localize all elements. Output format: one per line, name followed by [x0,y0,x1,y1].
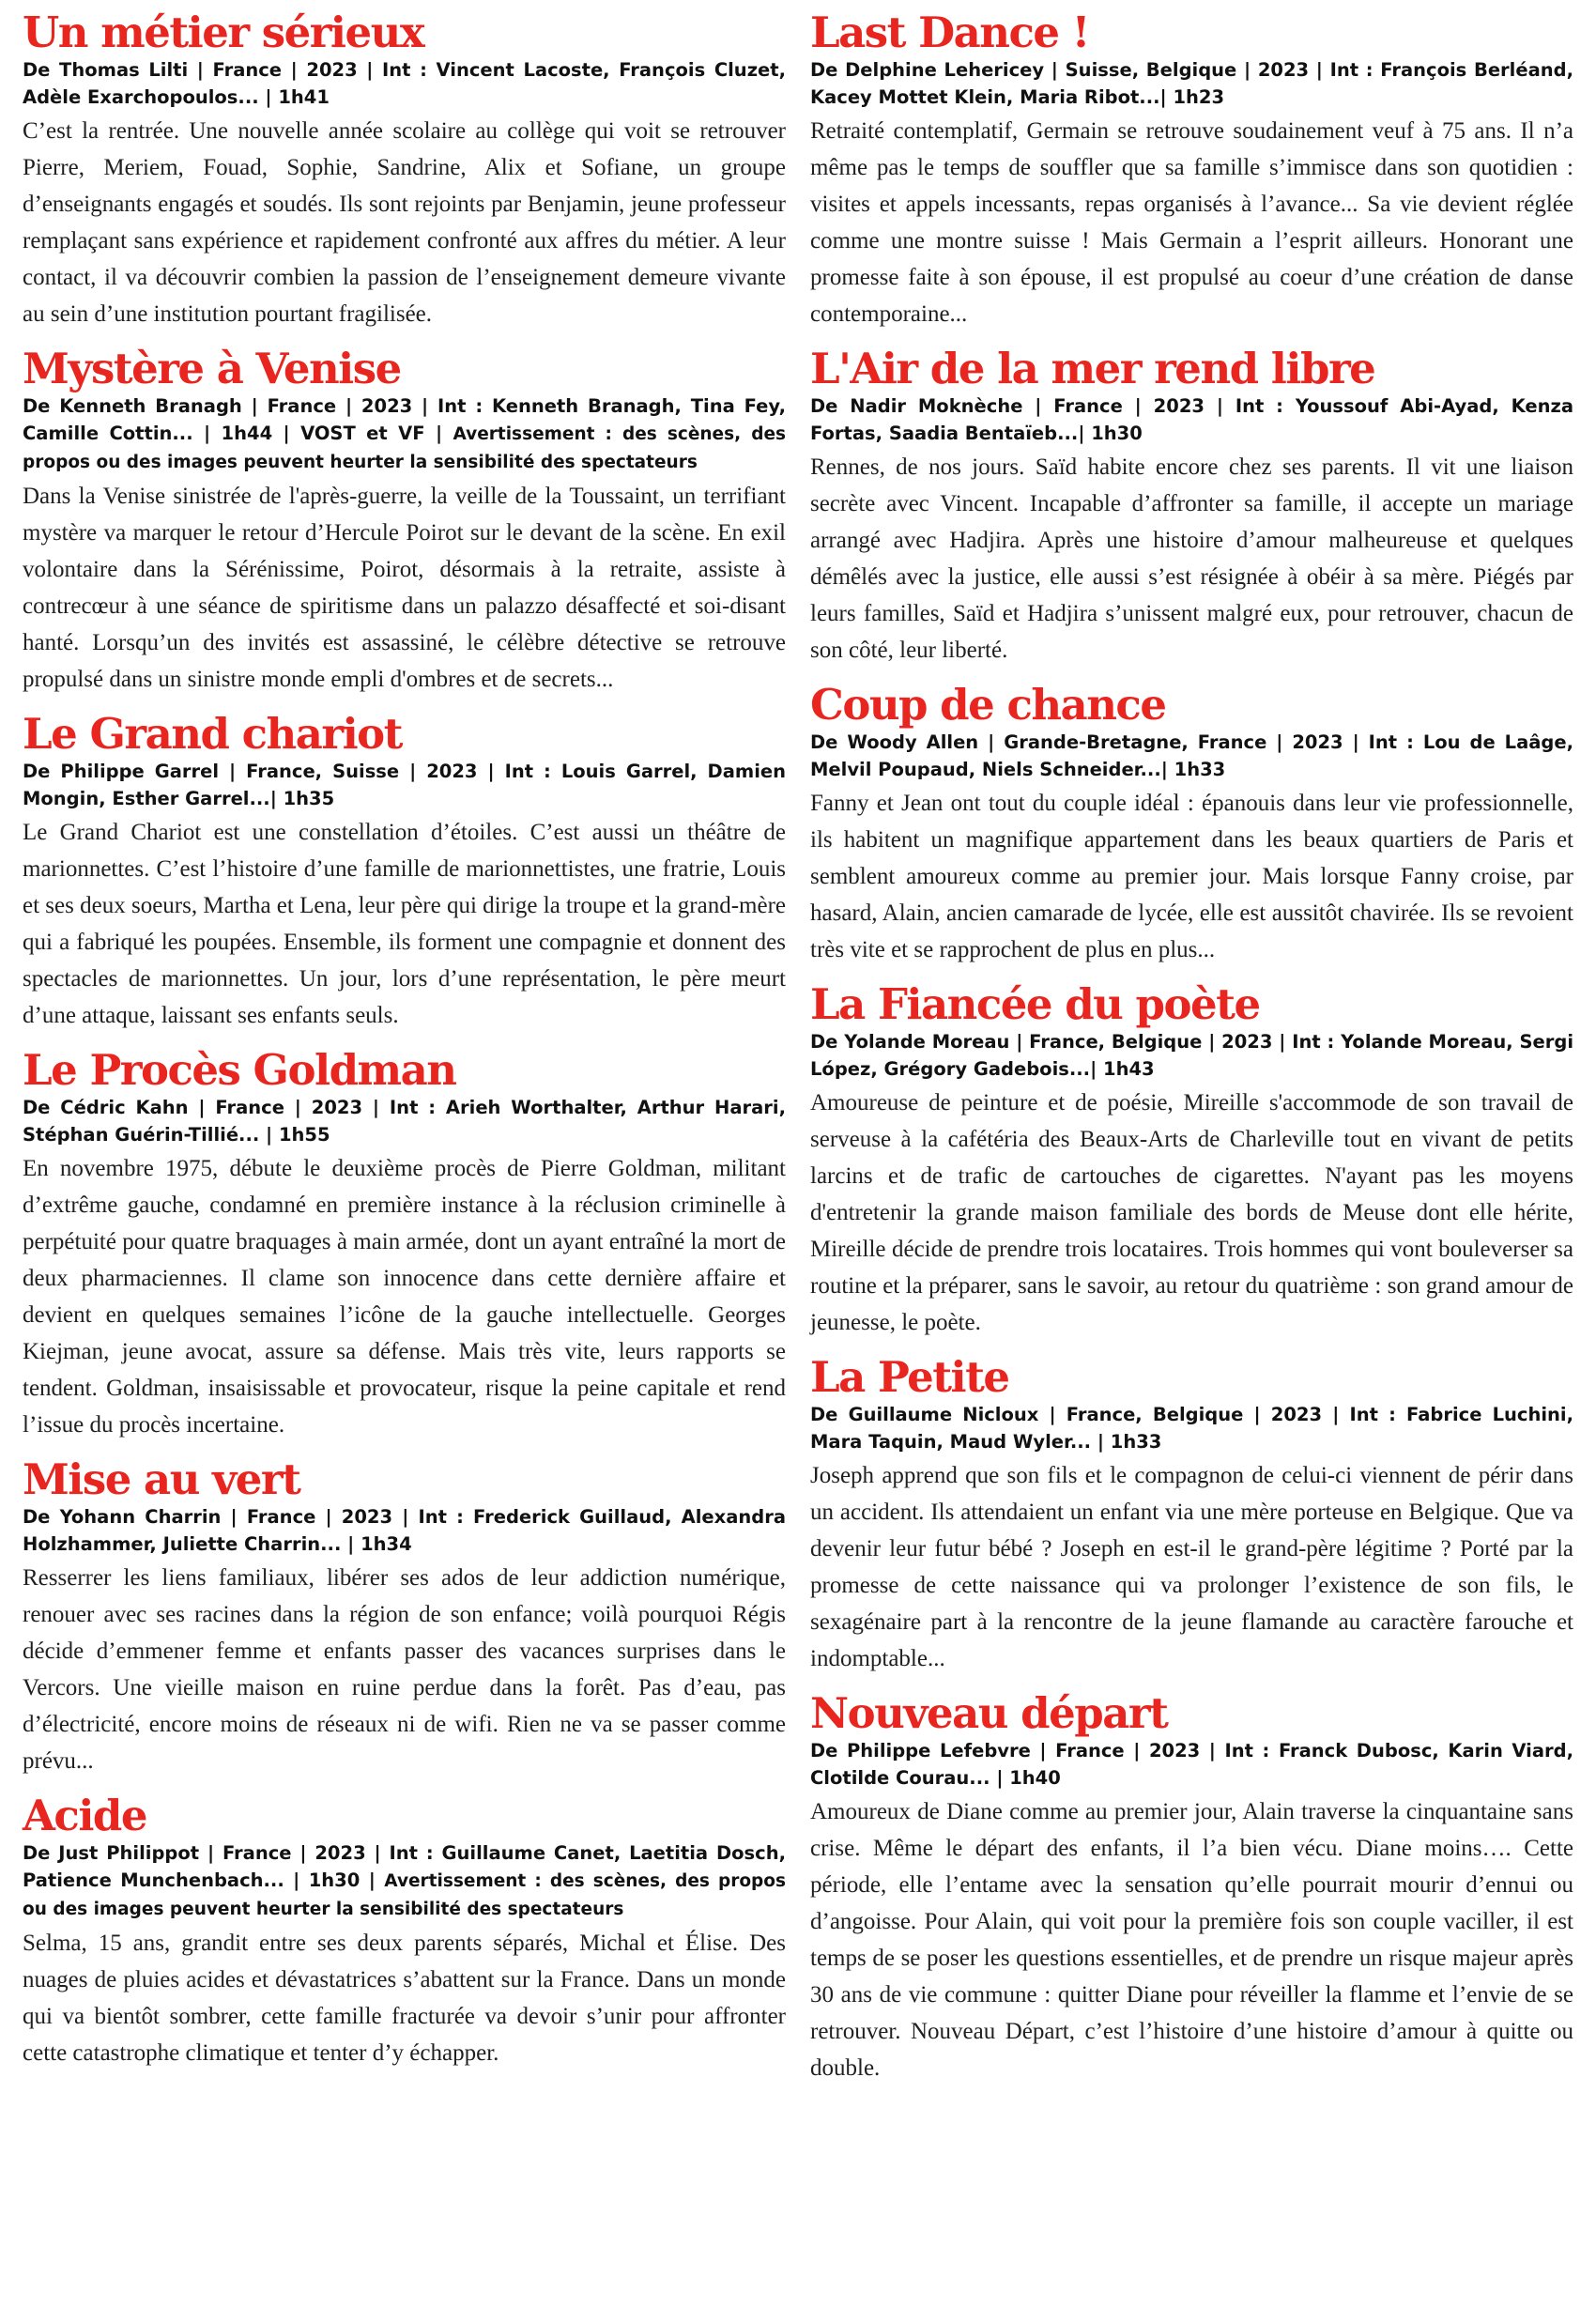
right-column [810,9,1573,2323]
film-entry [810,9,1573,332]
film-synopsis: Fanny et Jean ont tout du couple idéal : épanouis dans leur vie professionnelle, ils habitent un magnifique appartement dans les beaux quartiers de Paris et semblent amoureux comme au premier jour. Mais lorsque Fanny croise, par hasard, Alain, ancien camarade de lycée, elle est aussitôt chavirée. Ils se revoient très vite et se rapprochent de plus en plus... [810,791,1573,962]
film-credits-text: De Nadir Moknèche | France | 2023 | Int : Youssouf Abi-Ayad, Kenza Fortas, Saadia Bentaïeb...| 1h30 [810,395,1573,444]
film-title: Mystère à Venise [23,344,401,393]
film-credits [23,758,786,812]
film-title: Nouveau départ [810,1688,1168,1738]
film-synopsis: Amoureuse de peinture et de poésie, Mireille s'accommode de son travail de serveuse à la cafétéria des Beaux-Arts de Charleville tout en vivant de petits larcins et de trafic de cartouches de cigarettes. N'ayant pas les moyens d'entretenir la grande maison familiale des bords de Meuse dont elle hérite, Mireille décide de prendre trois locataires. Trois hommes qui vont bouleverser sa routine et la préparer, sans le savoir, au retour du quatrième : son grand amour de jeunesse, le poète. [810,1090,1573,1335]
film-credits [23,1094,786,1148]
film-title: Last Dance ! [810,8,1089,57]
film-synopsis: Rennes, de nos jours. Saïd habite encore chez ses parents. Il vit une liaison secrète avec Vincent. Incapable d’affronter sa famille, il accepte un mariage arrangé avec Hadjira. Après une histoire d’amour malheureuse et quelques démêlés avec la justice, elle aussi s’est résignée à obéir à sa mère. Piégés par leurs familles, Saïd et Hadjira s’unissent malgré eux, pour retrouver, chacun de son côté, leur liberté. [810,454,1573,663]
film-entry [23,9,786,332]
film-entry [810,346,1573,669]
film-synopsis: Retraité contemplatif, Germain se retrouve soudainement veuf à 75 ans. Il n’a même pas le temps de souffler que sa famille s’immisce dans son quotidien : visites et appels incessants, repas organisés à l’avance... Sa vie devient réglée comme une montre suisse ! Mais Germain a l’esprit ailleurs. Honorant une promesse faite à son épouse, il est propulsé au coeur d’une création de danse contemporaine... [810,118,1573,327]
film-credits-text: De Yohann Charrin | France | 2023 | Int : Frederick Guillaud, Alexandra Holzhammer, Juliette Charrin... | 1h34 [23,1506,786,1555]
film-entry [23,1456,786,1779]
film-entry [23,1047,786,1443]
film-title: Mise au vert [23,1454,300,1504]
film-credits-text: De Woody Allen | Grande-Bretagne, France | 2023 | Int : Lou de Laâge, Melvil Poupaud, Niels Schneider...| 1h33 [810,731,1573,780]
film-credits-text: De Yolande Moreau | France, Belgique | 2023 | Int : Yolande Moreau, Sergi López, Grégory Gadebois...| 1h43 [810,1031,1573,1080]
film-title: Coup de chance [810,680,1166,730]
film-credits [23,1503,786,1558]
film-credits [810,392,1573,447]
film-synopsis: Joseph apprend que son fils et le compagnon de celui-ci viennent de périr dans un accident. Ils attendaient un enfant via une mère porteuse en Belgique. Que va devenir leur futur bébé ? Joseph en est-il le grand-père légitime ? Porté par la promesse de cette naissance qui va prolonger l’existence de son fils, le sexagénaire part à la rencontre de la jeune flamande au caractère farouche et indomptable... [810,1463,1573,1671]
film-credits [23,56,786,111]
film-credits-text: De Philippe Garrel | France, Suisse | 2023 | Int : Louis Garrel, Damien Mongin, Esther Garrel...| 1h35 [23,761,786,809]
film-synopsis: En novembre 1975, débute le deuxième procès de Pierre Goldman, militant d’extrême gauche, condamné en première instance à la réclusion criminelle à perpétuité pour quatre braquages à main armée, dont un ayant entraîné la mort de deux pharmaciennes. Il clame son innocence dans cette dernière affaire et devient en quelques semaines l’icône de la gauche intellectuelle. Georges Kiejman, jeune avocat, assure sa défense. Mais très vite, leurs rapports se tendent. Goldman, insaisissable et provocateur, risque la peine capitale et rend l’issue du procès incertaine. [23,1156,786,1438]
film-synopsis: Amoureux de Diane comme au premier jour, Alain traverse la cinquantaine sans crise. Même le départ des enfants, il l’a bien vécu. Diane moins…. Cette période, elle l’entame avec la sensation qu’elle pourrait mourir d’ennui ou d’angoisse. Pour Alain, qui voit pour la première fois son couple vaciller, il est temps de se poser les questions essentielles, et de prendre un risque majeur après 30 ans de vie commune : quitter Diane pour réveiller la flamme et l’envie de se retrouver. Nouveau Départ, c’est l’histoire d’une histoire d’amour à quitte ou double. [810,1799,1573,2081]
film-credits [810,729,1573,783]
film-entry [810,1690,1573,2086]
film-warning: Avertissement : des scènes, des propos ou des images peuvent heurter la sensibilité des spectateurs [23,1871,786,1919]
film-entry [23,346,786,698]
film-credits-text: De Just Philippot | France | 2023 | Int : Guillaume Canet, Laetitia Dosch, Patience Munchenbach... | 1h30 | [23,1842,786,1891]
film-credits-text: De Kenneth Branagh | France | 2023 | Int : Kenneth Branagh, Tina Fey, Camille Cottin... | 1h44 | VOST et VF | [23,395,786,444]
film-synopsis: Le Grand Chariot est une constellation d’étoiles. C’est aussi un théâtre de marionnettes. C’est l’histoire d’une famille de marionnettistes, une fratrie, Louis et ses deux soeurs, Martha et Lena, leur père qui dirige la troupe et la grand-mère qui a fabriqué les poupées. Ensemble, ils forment une compagnie et donnent des spectacles de marionnettes. Un jour, lors d’une représentation, le père meurt d’une attaque, laissant ses enfants seuls. [23,820,786,1028]
film-entry [810,1354,1573,1677]
film-credits [810,56,1573,111]
film-credits-text: De Thomas Lilti | France | 2023 | Int : Vincent Lacoste, François Cluzet, Adèle Exarchopoulos... | 1h41 [23,59,786,108]
film-synopsis: Dans la Venise sinistrée de l'après-guerre, la veille de la Toussaint, un terrifiant mystère va marquer le retour d’Hercule Poirot sur le devant de la scène. En exil volontaire dans la Sérénissime, Poirot, désormais à la retraite, assiste à contrecœur à une séance de spiritisme dans un palazzo désaffecté et soi-disant hanté. Lorsqu’un des invités est assassiné, le célèbre détective se retrouve propulsé dans un sinistre monde empli d'ombres et de secrets... [23,484,786,692]
film-credits-text: De Philippe Lefebvre | France | 2023 | Int : Franck Dubosc, Karin Viard, Clotilde Courau... | 1h40 [810,1740,1573,1789]
film-credits-text: De Guillaume Nicloux | France, Belgique | 2023 | Int : Fabrice Luchini, Mara Taquin, Maud Wyler... | 1h33 [810,1404,1573,1453]
film-title: La Petite [810,1352,1009,1402]
film-credits-text: De Cédric Kahn | France | 2023 | Int : Arieh Worthalter, Arthur Harari, Stéphan Guérin-Tillié... | 1h55 [23,1097,786,1146]
film-title: Le Grand chariot [23,709,402,759]
film-synopsis: Selma, 15 ans, grandit entre ses deux parents séparés, Michal et Élise. Des nuages de pluies acides et dévastatrices s’abattent sur la France. Dans un monde qui va bientôt sombrer, cette famille fracturée va devoir s’unir pour affronter cette catastrophe climatique et tenter d’y échapper. [23,1931,786,2066]
film-credits [810,1737,1573,1792]
film-credits-text: De Delphine Lehericey | Suisse, Belgique | 2023 | Int : François Berléand, Kacey Mottet Klein, Maria Ribot...| 1h23 [810,59,1573,108]
film-credits [23,1839,786,1923]
film-entry [810,682,1573,968]
film-synopsis: Resserrer les liens familiaux, libérer ses ados de leur addiction numérique, renouer avec ses racines dans la région de son enfance; voilà pourquoi Régis décide d’emmener femme et enfants passer des vacances surprises dans le Vercors. Une vieille maison en ruine perdue dans la forêt. Pas d’eau, pas d’électricité, encore moins de réseaux ni de wifi. Rien ne va se passer comme prévu... [23,1565,786,1774]
film-entry [810,981,1573,1341]
film-credits [23,392,786,476]
film-entry [23,1792,786,2071]
film-title: Le Procès Goldman [23,1045,456,1095]
film-entry [23,711,786,1034]
film-credits [810,1401,1573,1455]
film-title: La Fiancée du poète [810,979,1260,1029]
film-title: Un métier sérieux [23,8,424,57]
film-credits [810,1028,1573,1083]
film-title: Acide [23,1791,147,1840]
left-column [23,9,786,2323]
film-warning: Avertissement : des scènes, des propos ou des images peuvent heurter la sensibilité des spectateurs [23,424,786,472]
film-synopsis: C’est la rentrée. Une nouvelle année scolaire au collège qui voit se retrouver Pierre, Meriem, Fouad, Sophie, Sandrine, Alix et Sofiane, un groupe d’enseignants engagés et soudés. Ils sont rejoints par Benjamin, jeune professeur remplaçant sans expérience et rapidement confronté aux affres du métier. A leur contact, il va découvrir combien la passion de l’enseignement demeure vivante au sein d’une institution pourtant fragilisée. [23,118,786,327]
film-title: L'Air de la mer rend libre [810,344,1375,393]
